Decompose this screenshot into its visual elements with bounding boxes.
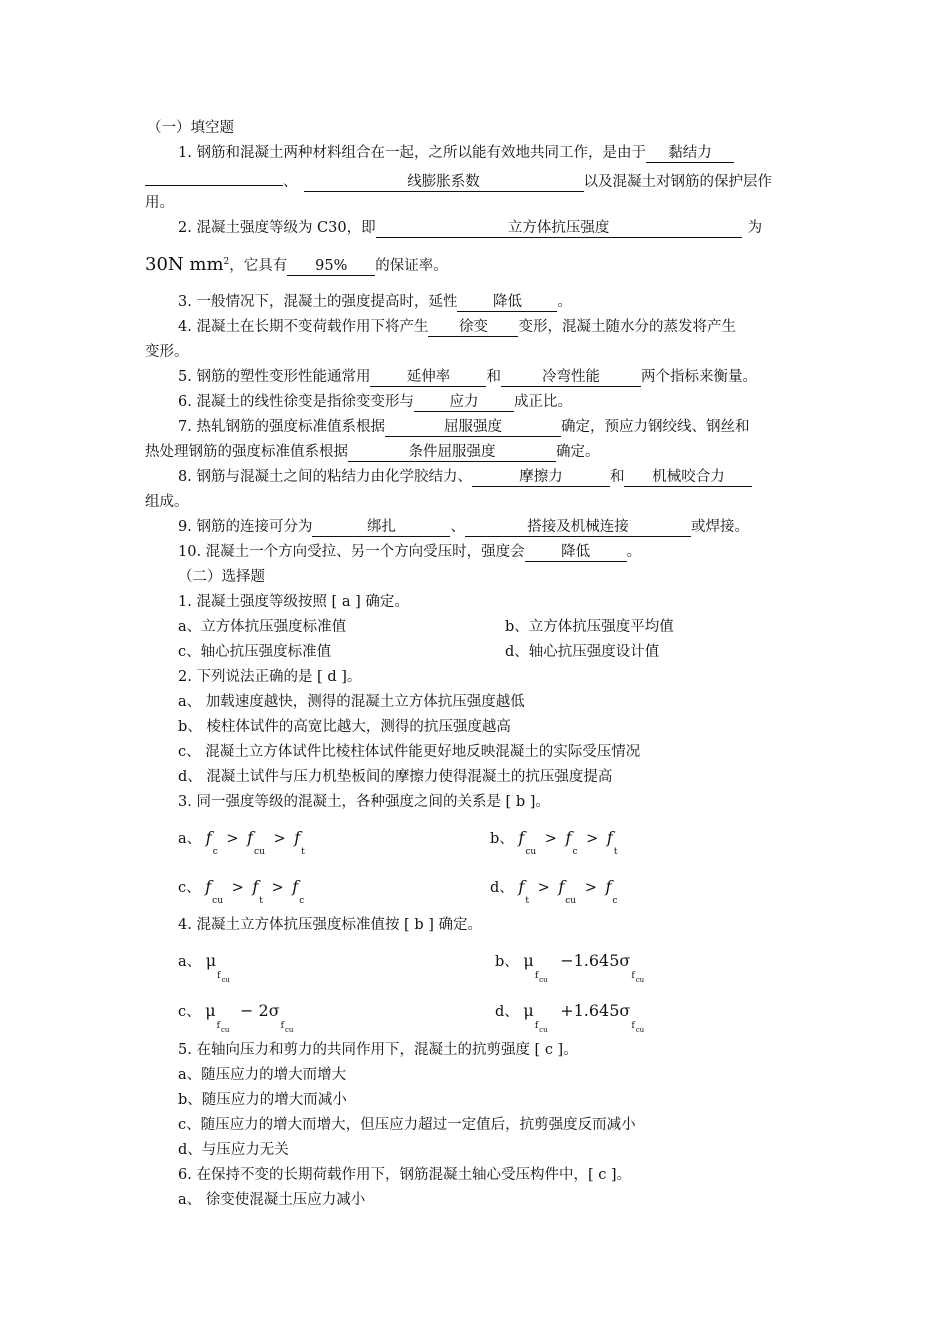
section-title-multiple-choice: （二）选择题 [178,569,265,585]
choice-5-option-a: a、随压应力的增大而增大 [178,1067,347,1083]
answer-blank: 条件屈服强度 [348,444,556,462]
question-10: 10. 混凝土一个方向受拉、另一个方向受压时，强度会 降低 。 [178,544,642,560]
choice-3-option-d: d、 $f_t > f_{cu} > f_c$ [490,877,618,906]
choice-4-option-b: b、 $\mu_{fcu} -1.645\sigma_{fcu}$ [495,951,645,984]
question-1-line3: 用。 [145,195,174,211]
question-7-line2: 热处理钢筋的强度标准值系根据 条件屈服强度 确定。 [145,444,600,460]
question-1: 1. 钢筋和混凝土两种材料组合在一起，之所以能有效地共同工作，是由于 黏结力 [178,143,734,163]
answer-blank: 应力 [414,394,514,412]
choice-3-option-c: c、 $f_{cu} > f_t > f_c$ [178,877,305,906]
choice-1-option-b: b、立方体抗压强度平均值 [505,619,674,635]
choice-3-option-b: b、 $f_{cu} > f_c > f_t$ [490,828,618,857]
choice-1-option-c: c、轴心抗压强度标准值 [178,644,332,660]
choice-4-option-d: d、 $\mu_{fcu} +1.645\sigma_{fcu}$ [495,1001,645,1034]
choice-2-option-c: c、 混凝土立方体试件比棱柱体试件能更好地反映混凝土的实际受压情况 [178,744,641,760]
section-title-fill-in: （一）填空题 [147,120,234,136]
answer-blank-continuation [145,168,283,186]
choice-3-option-a: a、 $f_c > f_{cu} > f_t$ [178,828,305,857]
choice-2-stem: 2. 下列说法正确的是 [ d ]。 [178,669,362,685]
choice-5-option-b: b、随压应力的增大而减小 [178,1092,347,1108]
answer-blank: 徐变 [428,319,518,337]
choice-6-option-a: a、 徐变使混凝土压应力减小 [178,1192,366,1208]
choice-5-option-c: c、随压应力的增大而增大，但压应力超过一定值后，抗剪强度反而减小 [178,1117,636,1133]
answer-blank: 立方体抗压强度 [376,220,742,238]
choice-4-option-a: a、 $\mu_{fcu}$ [178,951,230,984]
question-4-line2: 变形。 [145,344,189,360]
choice-2-option-a: a、 加载速度越快，测得的混凝土立方体抗压强度越低 [178,694,525,710]
choice-1-option-d: d、轴心抗压强度设计值 [505,644,660,660]
choice-5-stem: 5. 在轴向压力和剪力的共同作用下，混凝土的抗剪强度 [ c ]。 [178,1042,578,1058]
choice-1-stem: 1. 混凝土强度等级按照 [ a ] 确定。 [178,594,409,610]
choice-2-option-d: d、 混凝土试件与压力机垫板间的摩擦力使得混凝土的抗压强度提高 [178,769,613,785]
question-8-line2: 组成。 [145,494,189,510]
answer-blank: 95% [287,258,375,276]
choice-4-stem: 4. 混凝土立方体抗压强度标准值按 [ b ] 确定。 [178,917,482,933]
question-3: 3. 一般情况下，混凝土的强度提高时，延性 降低 。 [178,294,572,310]
answer-blank: 降低 [457,294,557,312]
question-7: 7. 热轧钢筋的强度标准值系根据 屈服强度 确定，预应力钢绞线、钢丝和 [178,419,750,435]
choice-1-option-a: a、立方体抗压强度标准值 [178,619,347,635]
choice-5-option-d: d、与压应力无关 [178,1142,289,1158]
question-2: 2. 混凝土强度等级为 C30，即 立方体抗压强度 为 [178,220,763,236]
choice-4-option-c: c、 $\mu_{fcu} - 2\sigma_{fcu}$ [178,1001,294,1034]
choice-3-stem: 3. 同一强度等级的混凝土，各种强度之间的关系是 [ b ]。 [178,794,550,810]
question-2-line2: 30N $mm^2$，它具有 95% 的保证率。 [145,254,448,275]
question-9: 9. 钢筋的连接可分为 绑扎 、 搭接及机械连接 或焊接。 [178,519,749,535]
answer-blank: 线膨胀系数 [304,174,584,192]
question-1-line2: 、 线膨胀系数 以及混凝土对钢筋的保护层作 [145,168,772,192]
choice-6-stem: 6. 在保持不变的长期荷载作用下，钢筋混凝土轴心受压构件中，[ c ]。 [178,1167,632,1183]
answer-blank: 绑扎 [312,519,450,537]
question-8: 8. 钢筋与混凝土之间的粘结力由化学胶结力、 摩擦力 和 机械咬合力 [178,467,752,487]
answer-blank: 黏结力 [646,145,734,163]
question-4: 4. 混凝土在长期不变荷载作用下将产生 徐变 变形，混凝土随水分的蒸发将产生 [178,319,736,335]
answer-blank: 降低 [525,544,627,562]
choice-2-option-b: b、 棱柱体试件的高宽比越大，测得的抗压强度越高 [178,719,511,735]
answer-blank: 摩擦力 [472,469,610,487]
question-5: 5. 钢筋的塑性变形性能通常用 延伸率 和 冷弯性能 两个指标来衡量。 [178,369,757,385]
answer-blank: 机械咬合力 [624,469,752,487]
answer-blank: 延伸率 [370,369,486,387]
question-6: 6. 混凝土的线性徐变是指徐变变形与 应力 成正比。 [178,394,572,410]
answer-blank: 屈服强度 [385,419,561,437]
answer-blank: 冷弯性能 [501,369,641,387]
answer-blank: 搭接及机械连接 [465,519,691,537]
